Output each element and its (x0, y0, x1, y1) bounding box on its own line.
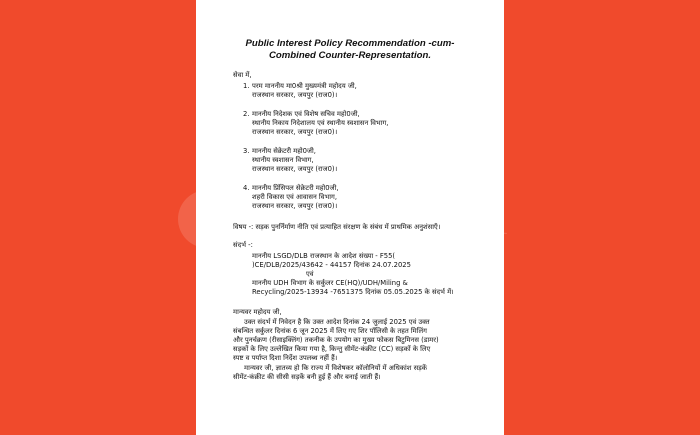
salutation: सेवा में, (233, 71, 252, 79)
reference-line: )CE/DLB/2025/43642 - 44157 दिनांक 24.07.2025 (252, 261, 411, 269)
addressee-line: माननीय प्रिंसिपल सेक्रेटरी महो0जी, (252, 184, 339, 192)
body-line: मान्यवर जी, ज्ञातव्य हो कि राज्य में विशेषकर कॉलोनियों में अधिकांश सड़कें (244, 364, 428, 372)
subject-line: विषय -: सड़क पुनर्निर्माण नीति एवं प्रत्याहित संरक्षण के संबंध में प्राथमिक अनुशंसाएँ। (233, 223, 441, 231)
addressee-line: माननीय सेक्रेटरी महो0जी, (252, 147, 316, 155)
document-page (196, 0, 504, 435)
left-background-panel (0, 0, 196, 435)
addressee-line: राजस्थान सरकार, जयपुर (राज0)। (252, 202, 338, 210)
addressee-line: स्थानीय निकाय निदेशालय एवं स्थानीय स्वशासन विभाग, (252, 119, 389, 127)
addressee-number: 3. (243, 147, 250, 155)
body-line: और पुनर्चक्रण (रीसाइक्लिंग) तकनीक के उपयोग का मुख्य फोकस बिटुमिनस (डामर) (233, 336, 439, 344)
addressee-number: 2. (243, 110, 250, 118)
addressee-line: माननीय निदेशक एवं विशेष सचिव महो0जी, (252, 110, 360, 118)
reference-label: संदर्भ -: (233, 241, 253, 249)
addressee-line: राजस्थान सरकार, जयपुर (राज0)। (252, 128, 338, 136)
body-line: सीमेंट-कंक्रीट की सीसी सड़कें बनी हुई हैं और बनाई जाती हैं। (233, 373, 381, 381)
document-title-line-1: Public Interest Policy Recommendation -cum- (245, 38, 455, 49)
addressee-line: परम माननीय मा0श्री मुख्यमंत्री महोदय जी, (252, 82, 357, 90)
reference-line: Recycling/2025-13934 -7651375 दिनांक 05.05.2025 के संदर्भ में। (252, 288, 454, 296)
document-title-line-2: Combined Counter-Representation. (268, 50, 432, 61)
addressee-line: राजस्थान सरकार, जयपुर (राज0)। (252, 165, 338, 173)
addressee-number: 1. (243, 82, 250, 90)
addressee-line: शहरी विकास एवं आवासन विभाग, (252, 193, 337, 201)
addressee-line: राजस्थान सरकार, जयपुर (राज0)। (252, 91, 338, 99)
body-line: सड़कों के लिए उल्लेखित किया गया है, किन्तु सीमेंट-कंक्रीट (CC) सड़कों के लिए (233, 345, 431, 353)
addressee-number: 4. (243, 184, 250, 192)
reference-connector: एवं (306, 270, 314, 278)
body-line: स्पष्ट व पर्याप्त दिशा निर्देश उपलब्ध नहीं हैं। (233, 354, 338, 362)
body-line: उक्त संदर्भ में निवेदन है कि उक्त आदेश दिनांक 24 जुलाई 2025 एवं उक्त (244, 318, 430, 326)
right-background-panel (504, 0, 700, 435)
body-line: संबन्धित सर्कुलर दिनांक 6 जून 2025 में लिए गए शिर पॉलिसी के तहत मिलिंग (233, 327, 427, 335)
reference-line: माननीय UDH विभाग के सर्कुलर CE(HQ)/UDH/Miling & (252, 279, 408, 287)
reference-line: माननीय LSGD/DLB राजस्थान के आदेश संख्या - F55( (252, 252, 396, 260)
addressee-line: स्थानीय स्वशासन विभाग, (252, 156, 314, 164)
greeting: मान्यवर महोदय जी, (233, 308, 282, 316)
